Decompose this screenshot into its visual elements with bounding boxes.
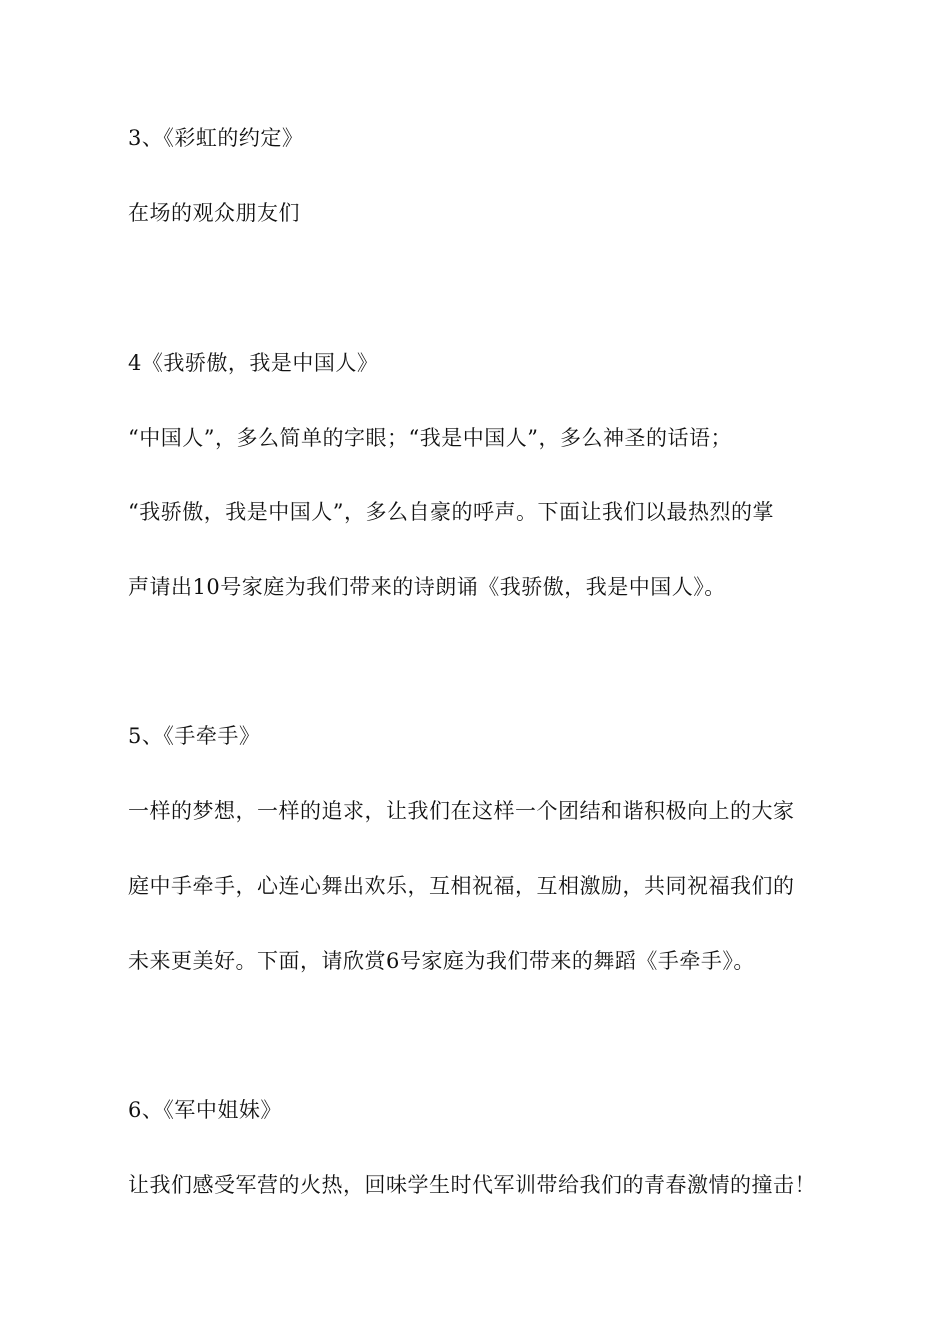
heading-hand-in-hand: 5、《手牵手》 [128, 724, 261, 748]
paragraph-line: 庭中手牵手，心连心舞出欢乐，互相祝福，互相激励，共同祝福我们的 [128, 874, 795, 898]
paragraph-line: 让我们感受军营的火热，回味学生时代军训带给我们的青春激情的撞击！ [128, 1173, 816, 1197]
paragraph-line: 一样的梦想，一样的追求，让我们在这样一个团结和谐积极向上的大家 [128, 799, 795, 823]
heading-military-sisters: 6、《军中姐妹》 [128, 1098, 282, 1122]
paragraph-line: 声请出10号家庭为我们带来的诗朗诵《我骄傲，我是中国人》。 [128, 575, 726, 599]
paragraph-line: 未来更美好。下面，请欣赏6号家庭为我们带来的舞蹈《手牵手》。 [128, 949, 755, 973]
heading-rainbow-promise: 3、《彩虹的约定》 [128, 126, 304, 150]
heading-proud-chinese: 4《我骄傲，我是中国人》 [128, 351, 379, 375]
text-audience-greeting: 在场的观众朋友们 [128, 201, 300, 225]
paragraph-line: “中国人”，多么简单的字眼；“我是中国人”，多么神圣的话语； [128, 426, 732, 450]
paragraph-line: “我骄傲，我是中国人”，多么自豪的呼声。下面让我们以最热烈的掌 [128, 500, 774, 524]
